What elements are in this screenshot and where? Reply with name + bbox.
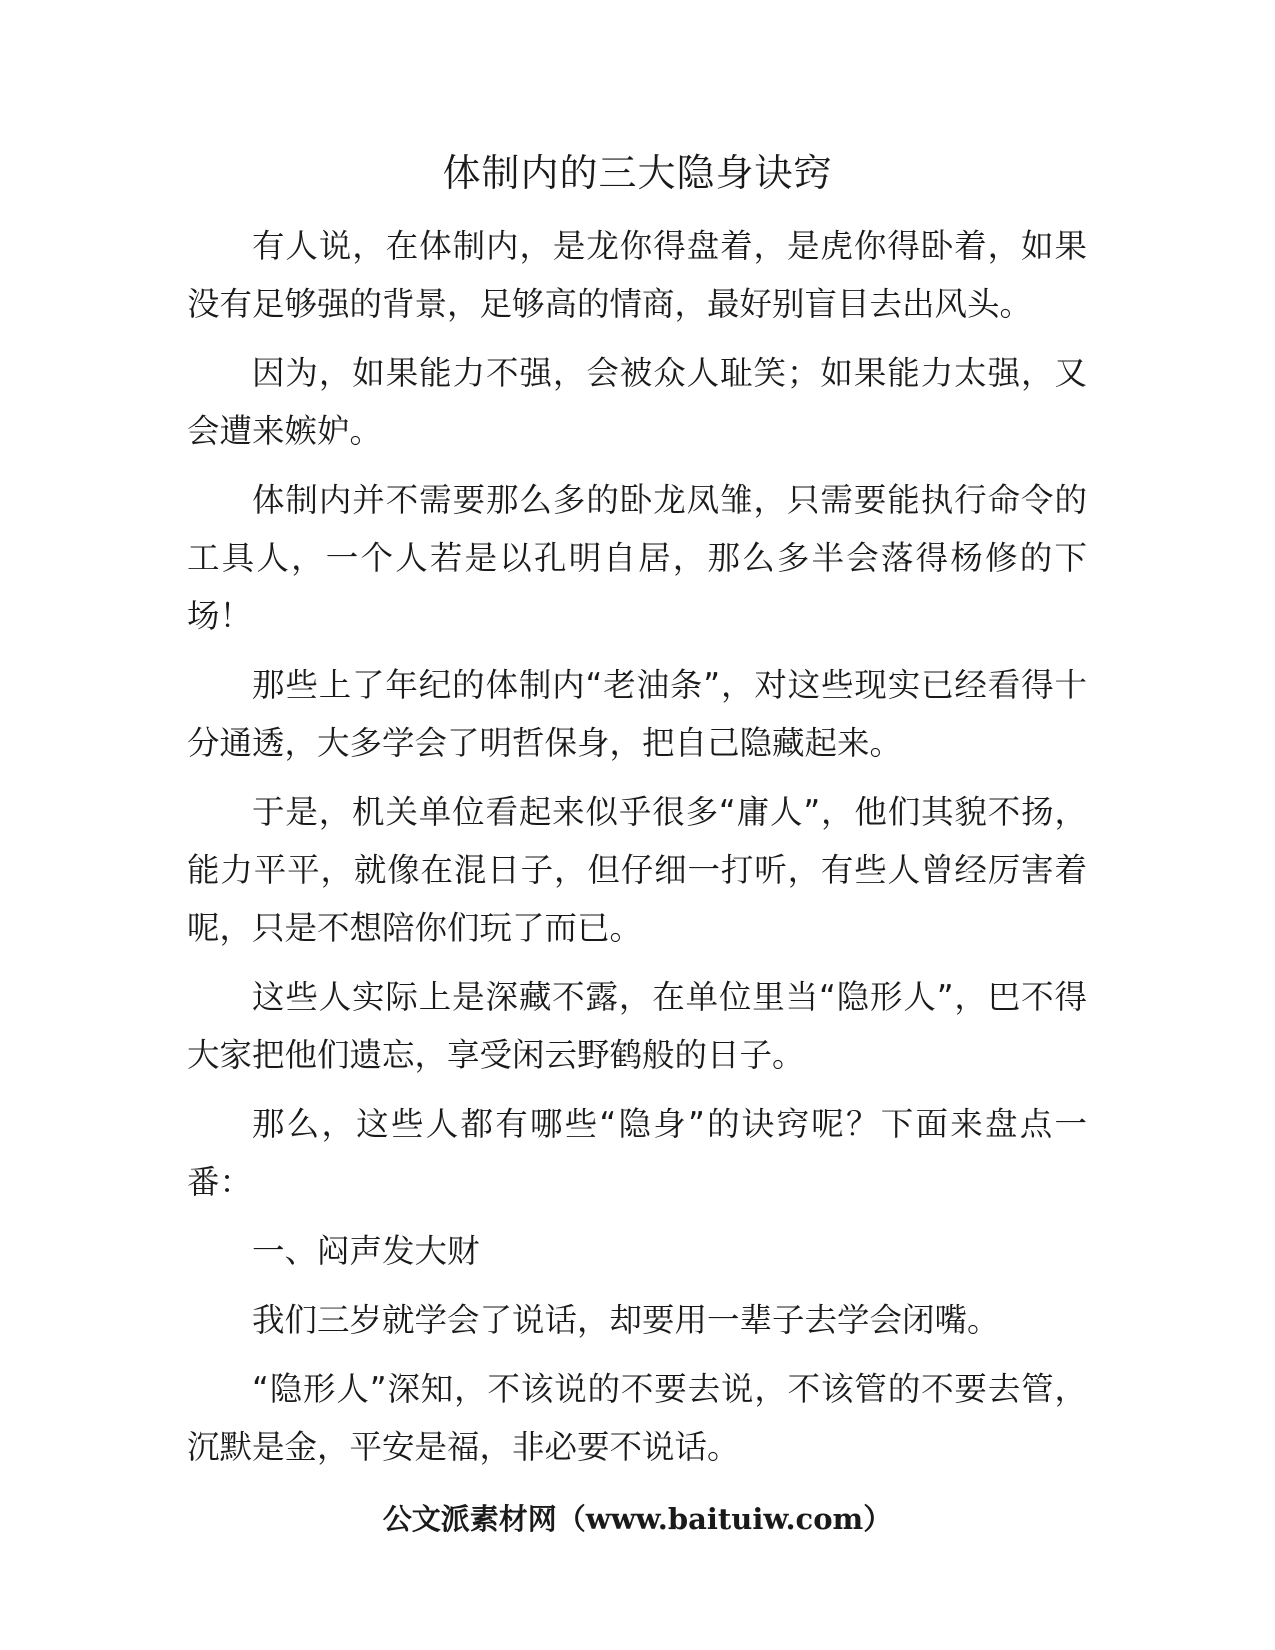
paragraph-1: 有人说，在体制内，是龙你得盘着，是虎你得卧着，如果没有足够强的背景，足够高的情商，最好别盲目去出风头。 [187, 227, 1087, 323]
document-body [187, 217, 1087, 1476]
paragraph-3: 体制内并不需要那么多的卧龙凤雏，只需要能执行命令的工具人，一个人若是以孔明自居，那么多半会落得杨修的下场！ [187, 481, 1087, 635]
paragraph-7: 那么，这些人都有哪些“隐身”的诀窍呢？下面来盘点一番： [187, 1105, 1087, 1201]
section-heading-1: 一、闷声发大财 [252, 1232, 480, 1270]
document-title: 体制内的三大隐身诀窍 [442, 151, 833, 195]
paragraph-4: 那些上了年纪的体制内“老油条”，对这些现实已经看得十分通透，大多学会了明哲保身，把自己隐藏起来。 [187, 666, 1087, 762]
paragraph-8: 我们三岁就学会了说话，却要用一辈子去学会闭嘴。 [252, 1301, 1000, 1339]
footer-watermark: 公文派素材网（www.baituiw.com） [382, 1502, 893, 1536]
paragraph-6: 这些人实际上是深藏不露，在单位里当“隐形人”，巴不得大家把他们遗忘，享受闲云野鹤般的日子。 [187, 978, 1087, 1074]
paragraph-9: “隐形人”深知，不该说的不要去说，不该管的不要去管，沉默是金，平安是福，非必要不说话。 [187, 1370, 1087, 1466]
paragraph-5: 于是，机关单位看起来似乎很多“庸人”，他们其貌不扬，能力平平，就像在混日子，但仔细一打听，有些人曾经厉害着呢，只是不想陪你们玩了而已。 [187, 793, 1087, 947]
paragraph-2: 因为，如果能力不强，会被众人耻笑；如果能力太强，又会遭来嫉妒。 [187, 354, 1087, 450]
